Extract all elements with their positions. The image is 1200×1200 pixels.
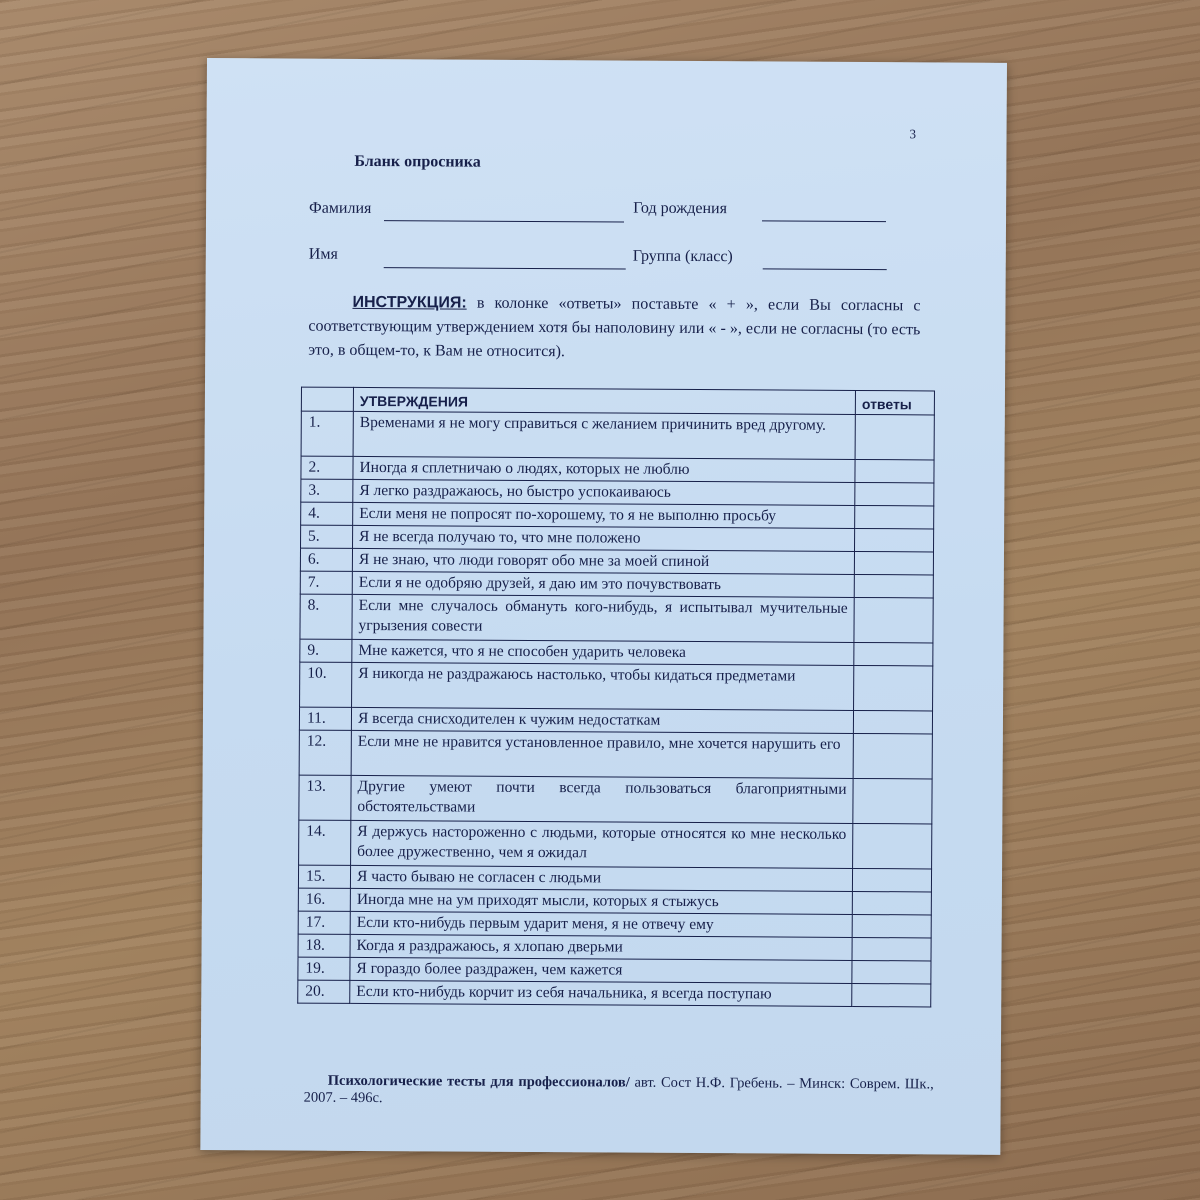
row-number: 7. <box>300 571 352 594</box>
answer-cell[interactable] <box>853 710 932 733</box>
row-statement: Я часто бываю не согласен с людьми <box>350 865 852 891</box>
row-statement: Если я не одобряю друзей, я даю им это почувствовать <box>352 571 854 597</box>
group-label: Группа (класс) <box>632 247 733 266</box>
row-statement: Временами я не могу справиться с желанием причинить вред другому. <box>353 411 855 459</box>
header-statements: УТВЕРЖДЕНИЯ <box>353 387 855 414</box>
row-number: 4. <box>301 502 353 525</box>
page-number: 3 <box>909 126 917 142</box>
row-statement: Я никогда не раздражаюсь настолько, чтобы кидаться предметами <box>352 662 854 710</box>
birth-year-field-line[interactable] <box>762 220 886 222</box>
questionnaire-sheet <box>200 58 1007 1155</box>
row-statement: Если меня не попросят по-хорошему, то я не выполню просьбу <box>353 502 855 528</box>
row-statement: Другие умеют почти всегда пользоваться благоприятными обстоятельствами <box>351 775 853 823</box>
row-number: 20. <box>298 980 350 1003</box>
surname-field-line[interactable] <box>384 220 624 222</box>
instruction-text: в колонке «ответы» поставьте « + », если Вы согласны с соответствующим утверждением хотя бы наполовину или « - », если не согласны (то есть это, в общем-то, к Вам не относится). <box>308 294 921 361</box>
row-number: 19. <box>298 957 350 980</box>
row-statement: Когда я раздражаюсь, я хлопаю дверьми <box>350 934 852 960</box>
table-row <box>298 980 931 1007</box>
answer-cell[interactable] <box>852 983 931 1006</box>
answer-cell[interactable] <box>854 551 933 574</box>
surname-label: Фамилия <box>309 199 372 218</box>
row-statement: Я всегда снисходителен к чужим недостаткам <box>351 707 853 733</box>
answer-cell[interactable] <box>853 733 932 778</box>
table-row <box>299 820 932 869</box>
answer-cell[interactable] <box>853 778 932 823</box>
answer-cell[interactable] <box>854 597 933 642</box>
row-number: 3. <box>301 479 353 502</box>
table-row <box>300 594 933 643</box>
row-number: 12. <box>299 730 351 775</box>
group-field-line[interactable] <box>763 268 887 270</box>
table-row <box>299 730 932 779</box>
row-number: 10. <box>300 662 352 707</box>
reference-title: Психологические тесты для профессионалов/ <box>327 1072 630 1091</box>
instruction-heading: ИНСТРУКЦИЯ: <box>352 293 467 312</box>
answer-cell[interactable] <box>855 505 934 528</box>
answer-cell[interactable] <box>852 937 931 960</box>
row-number: 17. <box>298 911 350 934</box>
answer-cell[interactable] <box>855 459 934 482</box>
table-row <box>299 775 932 824</box>
row-number: 15. <box>298 865 350 888</box>
row-statement: Если кто-нибудь первым ударит меня, я не отвечу ему <box>350 911 852 937</box>
row-number: 18. <box>298 934 350 957</box>
row-number: 8. <box>300 594 352 639</box>
statements-table <box>297 387 935 1008</box>
row-statement: Я не знаю, что люди говорят обо мне за моей спиной <box>352 548 854 574</box>
header-answers: ответы <box>855 390 934 414</box>
row-number: 5. <box>301 525 353 548</box>
row-statement: Я не всегда получаю то, что мне положено <box>353 525 855 551</box>
answer-cell[interactable] <box>854 574 933 597</box>
reference-details: авт. Сост Н.Ф. Гребень. – Минск: Соврем. Шк., 2007. – 496с. <box>303 1074 934 1107</box>
row-statement: Мне кажется, что я не способен ударить человека <box>352 639 854 665</box>
row-statement: Я держусь настороженно с людьми, которые относятся ко мне несколько более дружественно, чем я ожидал <box>351 820 853 868</box>
name-label: Имя <box>308 245 338 263</box>
row-statement: Если мне не нравится установленное правило, мне хочется нарушить его <box>351 730 853 778</box>
answer-cell[interactable] <box>855 482 934 505</box>
answer-cell[interactable] <box>854 642 933 665</box>
bibliographic-reference <box>304 1073 934 1111</box>
row-number: 9. <box>300 639 352 662</box>
row-number: 1. <box>301 411 353 456</box>
row-number: 13. <box>299 775 351 820</box>
row-statement: Иногда я сплетничаю о людях, которых не люблю <box>353 456 855 482</box>
row-number: 14. <box>299 820 351 865</box>
answer-cell[interactable] <box>854 665 933 710</box>
birth-year-label: Год рождения <box>633 199 728 218</box>
table-header-row <box>301 387 934 415</box>
instruction-paragraph <box>308 291 920 367</box>
answer-cell[interactable] <box>854 528 933 551</box>
header-number <box>301 387 353 411</box>
table-row <box>301 411 934 460</box>
answer-cell[interactable] <box>852 960 931 983</box>
answer-cell[interactable] <box>855 414 934 459</box>
answer-cell[interactable] <box>853 823 932 868</box>
answer-cell[interactable] <box>852 868 931 891</box>
row-number: 2. <box>301 456 353 479</box>
row-number: 11. <box>299 707 351 730</box>
table-row <box>300 662 933 711</box>
row-statement: Я гораздо более раздражен, чем кажется <box>350 957 852 983</box>
name-field-line[interactable] <box>384 267 626 269</box>
row-statement: Иногда мне на ум приходят мысли, которых я стыжусь <box>350 888 852 914</box>
row-number: 16. <box>298 888 350 911</box>
answer-cell[interactable] <box>852 914 931 937</box>
row-statement: Я легко раздражаюсь, но быстро успокаиваюсь <box>353 479 855 505</box>
form-title: Бланк опросника <box>354 152 481 171</box>
row-number: 6. <box>300 548 352 571</box>
row-statement: Если кто-нибудь корчит из себя начальника, я всегда поступаю <box>350 980 852 1006</box>
row-statement: Если мне случалось обмануть кого-нибудь, я испытывал мучительные угрызения совести <box>352 594 854 642</box>
answer-cell[interactable] <box>852 891 931 914</box>
